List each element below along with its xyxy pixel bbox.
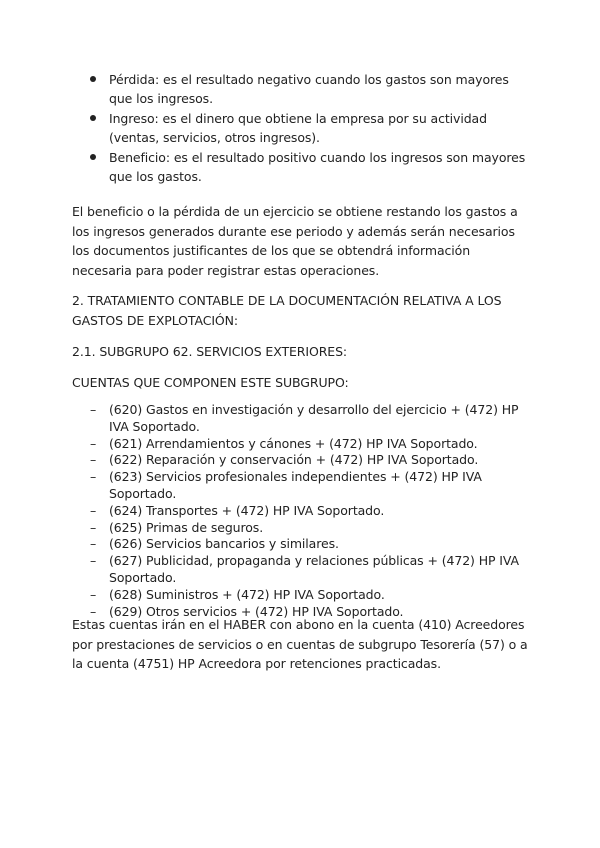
account-item bbox=[90, 436, 535, 453]
dash-icon: – bbox=[90, 586, 97, 602]
bullet-dot-icon bbox=[90, 76, 96, 82]
account-text: (624) Transportes + (472) HP IVA Soportado. bbox=[109, 502, 385, 518]
bullet-text: Pérdida: es el resultado negativo cuando los gastos son mayores que los ingresos. bbox=[109, 72, 509, 106]
account-item bbox=[90, 469, 535, 503]
account-text: (629) Otros servicios + (472) HP IVA Soportado. bbox=[109, 603, 404, 619]
account-item bbox=[90, 452, 535, 469]
dash-icon: – bbox=[90, 435, 97, 451]
dash-icon: – bbox=[90, 452, 97, 468]
account-item bbox=[90, 587, 535, 604]
account-text: (622) Reparación y conservación + (472) HP IVA Soportado. bbox=[109, 452, 479, 468]
bullet-text: Beneficio: es el resultado positivo cuando los ingresos son mayores que los gastos. bbox=[109, 150, 526, 184]
accounts-heading: CUENTAS QUE COMPONEN ESTE SUBGRUPO: bbox=[72, 375, 349, 390]
definition-bullet-list bbox=[90, 70, 535, 187]
account-item bbox=[90, 553, 535, 587]
paragraph-beneficio: El beneficio o la pérdida de un ejercicio se obtiene restando los gastos a los ingresos generados durante ese periodo y además serán necesarios los documentos justificantes de los que se obtendrá información necesaria para poder registrar estas operaciones. bbox=[72, 204, 518, 278]
account-text: (621) Arrendamientos y cánones + (472) HP IVA Soportado. bbox=[109, 435, 478, 451]
bullet-item bbox=[90, 148, 535, 186]
dash-icon: – bbox=[90, 502, 97, 518]
dash-icon: – bbox=[90, 519, 97, 535]
bullet-text: Ingreso: es el dinero que obtiene la empresa por su actividad (ventas, servicios, otros ingresos). bbox=[109, 111, 487, 145]
dash-icon: – bbox=[90, 469, 97, 485]
subsection-heading: 2.1. SUBGRUPO 62. SERVICIOS EXTERIORES: bbox=[72, 344, 348, 359]
account-text: (620) Gastos en investigación y desarrollo del ejercicio + (472) HP IVA Soportado. bbox=[109, 402, 519, 434]
account-text: (625) Primas de seguros. bbox=[109, 519, 264, 535]
account-item bbox=[90, 536, 535, 553]
bullet-dot-icon bbox=[90, 115, 96, 121]
account-item bbox=[90, 520, 535, 537]
dash-icon: – bbox=[90, 603, 97, 619]
dash-icon: – bbox=[90, 553, 97, 569]
dash-icon: – bbox=[90, 536, 97, 552]
account-item bbox=[90, 503, 535, 520]
paragraph-haber: Estas cuentas irán en el HABER con abono en la cuenta (410) Acreedores por prestaciones de servicios o en cuentas de subgrupo Tesorería (57) o a la cuenta (4751) HP Acreedora por retenciones practicadas. bbox=[72, 617, 528, 671]
bullet-item bbox=[90, 70, 535, 108]
account-text: (623) Servicios profesionales independientes + (472) HP IVA Soportado. bbox=[109, 469, 482, 501]
account-text: (626) Servicios bancarios y similares. bbox=[109, 536, 339, 552]
dash-icon: – bbox=[90, 402, 97, 417]
bullet-item bbox=[90, 109, 535, 147]
accounts-list bbox=[90, 402, 535, 620]
account-text: (627) Publicidad, propaganda y relaciones públicas + (472) HP IVA Soportado. bbox=[109, 553, 519, 585]
account-text: (628) Suministros + (472) HP IVA Soportado. bbox=[109, 586, 385, 602]
section-heading: 2. TRATAMIENTO CONTABLE DE LA DOCUMENTACIÓN RELATIVA A LOS GASTOS DE EXPLOTACIÓN: bbox=[72, 293, 502, 328]
bullet-dot-icon bbox=[90, 154, 96, 160]
account-item bbox=[90, 402, 535, 436]
